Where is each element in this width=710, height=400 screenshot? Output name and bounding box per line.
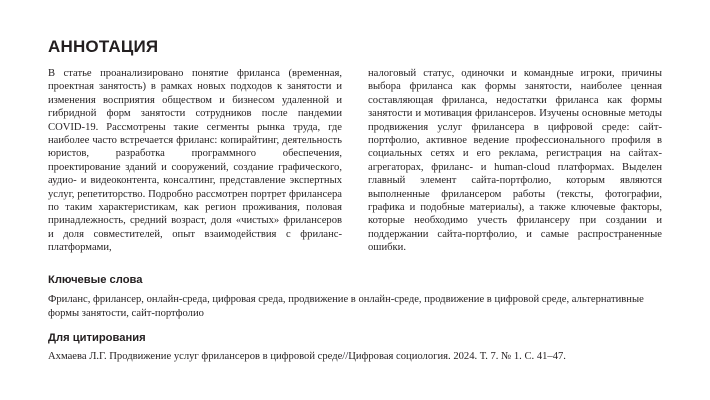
abstract-page: [48, 37, 662, 362]
abstract-right-column: [368, 67, 662, 255]
abstract-left-column: [48, 67, 342, 255]
abstract-right-text: налоговый статус, одиночки и командные игроки, причины выбора фриланса как формы занятости, наиболее ценная составляющая фриланса, недостатки фриланса как формы занятости и мотивация фрилансеров. Изучены основные методы продвижения услуг фрилансера в цифровой среде: сайт-портфолио, активное ведение профессионального профиля в социальных сетях и его реклама, регистрация на сайтах-агрегаторах, фриланс- и human-cloud платформах. Выделен главный элемент сайта-портфолио, которым являются выполненные фрилансером работы (тексты, фотографии, графика и подобные материалы), а также ключевые факторы, которые необходимо учесть фрилансеру при создании и поддержании сайта-портфолио, и самые распространенные ошибки.: [368, 68, 662, 254]
abstract-left-text: В статье проанализировано понятие фриланса (временная, проектная занятость) в рамках новых подходов к занятости и изменения восприятия обществом и бизнесом удаленной и гибридной форм занятости сотрудников после пандемии COVID-19. Рассмотрены такие сегменты рынка труда, где наиболее часто встречается фриланс: копирайтинг, деятельность юристов, разработка программного обеспечения, проектирование зданий и сооружений, создание графического, аудио- и видеоконтента, консалтинг, представление экспертных услуг, репетиторство. Подробно рассмотрен портрет фрилансера по таким характеристикам, как регион проживания, половая принадлежность, средний возраст, доля «чистых» фрилансеров и доля совместителей, опыт взаимодействия с фриланс-платформами,: [48, 68, 342, 254]
citation-text: Ахмаева Л.Г. Продвижение услуг фрилансеров в цифровой среде//Цифровая социология. 2024. Т. 7. № 1. С. 41–47.: [48, 351, 566, 362]
citation-heading: Для цитирования: [48, 332, 146, 344]
abstract-columns: [48, 67, 662, 255]
annotation-heading: АННОТАЦИЯ: [48, 37, 159, 56]
keywords-text: Фриланс, фрилансер, онлайн-среда, цифровая среда, продвижение в онлайн-среде, продвижение в цифровой среде, альтернативные формы занятости, сайт-портфолио: [48, 294, 644, 319]
keywords-heading: Ключевые слова: [48, 274, 143, 286]
